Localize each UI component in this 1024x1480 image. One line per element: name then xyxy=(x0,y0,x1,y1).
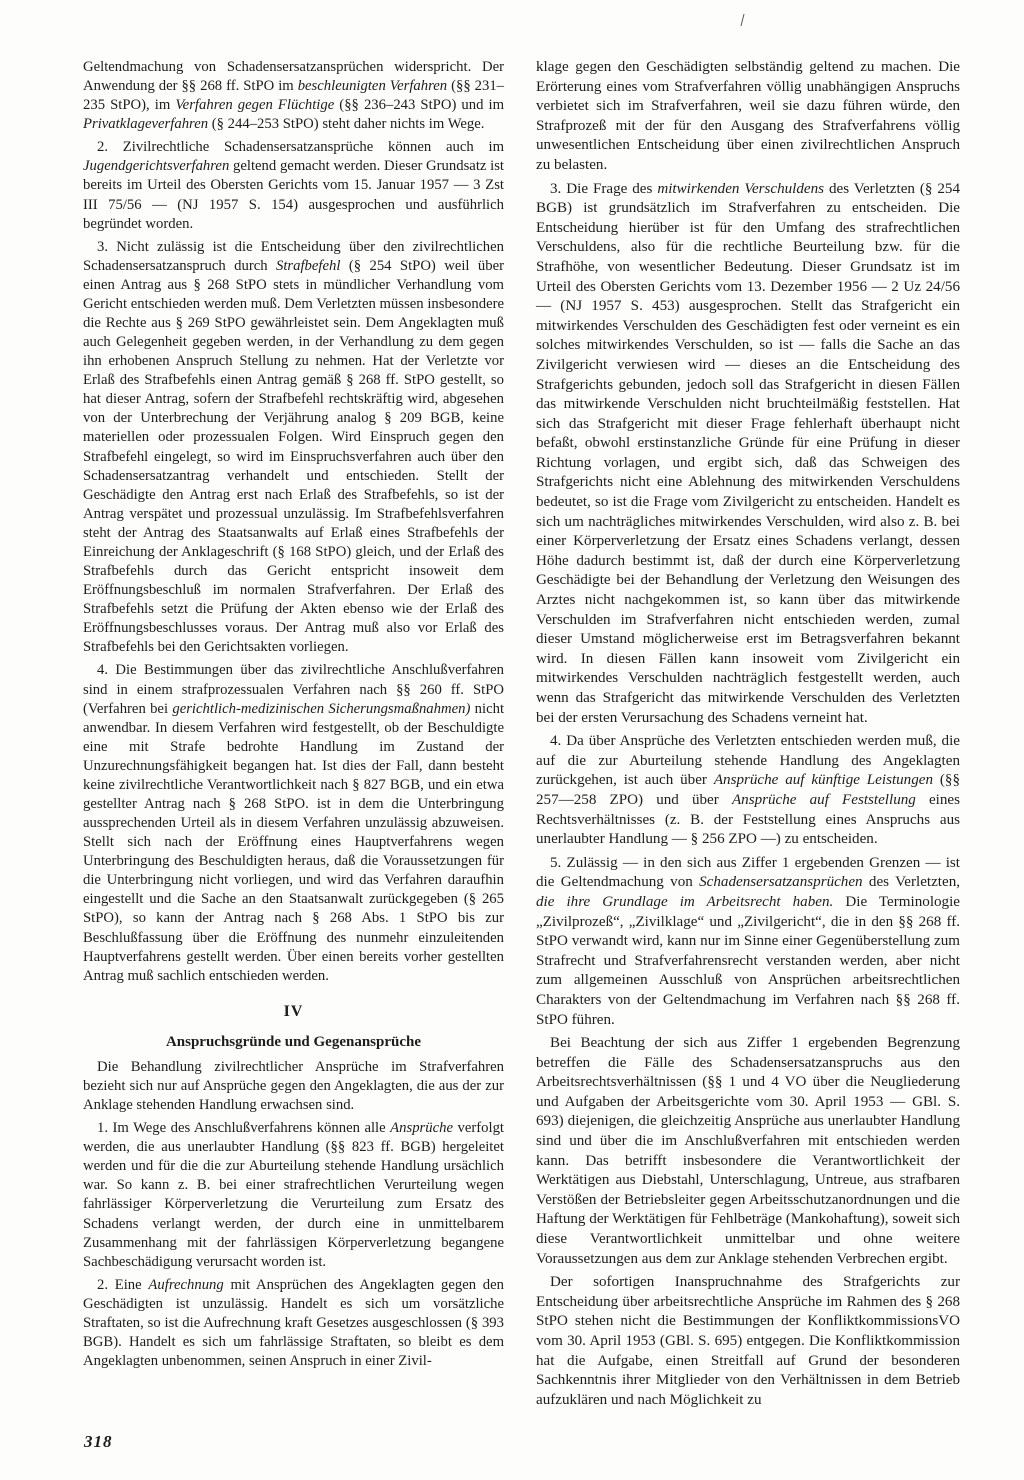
paragraph: Der sofortigen Inanspruchnahme des Strafgerichts zur Entscheidung über arbeitsrechtliche Ansprüche im Rahmen des § 268 StPO stehen nicht die Bestimmungen der KonfliktkommissionsVO vom 30. April 1953 (GBl. S. 695) entgegen. Die Konfliktkommission hat die Aufgabe, einen Streitfall auf Grund der besonderen Sachkenntnis ihrer Mitglieder von den Verhältnissen in dem Betrieb aufzuklären und nach Möglichkeit zu xyxy=(536,1274,960,1408)
paragraph: 5. Zulässig — in den sich aus Ziffer 1 ergebenden Grenzen — ist die Geltendmachung von Schadensersatzansprüchen des Verletzten, die ihre Grundlage im Arbeitsrecht haben. Die Terminologie „Zivilprozeß“, „Zivilklage“ und „Zivilgericht“, die in den §§ 268 ff. StPO verwandt wird, kann nur im Sinne einer Gegenüberstellung zum Strafrecht und Strafverfahrensrecht verstanden werden, aber nicht zum allgemeinen Ausschluß von Ansprüchen arbeitsrechtlichen Charakters von der Geltendmachung im Verfahren nach §§ 268 ff. StPO führen. xyxy=(536,854,961,1028)
paragraph: 4. Da über Ansprüche des Verletzten entschieden werden muß, die auf die zur Aburteilung stehende Handlung des Angeklagten zurückgehen, ist auch über Ansprüche auf künftige Leistungen (§§ 257—258 ZPO) und über Ansprüche auf Feststellung eines Rechtsverhältnisses (z. B. der Feststellung eines Anspruchs aus unerlaubter Handlung — § 256 ZPO —) zu entscheiden. xyxy=(536,733,960,848)
page-number: 318 xyxy=(84,1432,113,1451)
paragraph: Die Behandlung zivilrechtlicher Ansprüche im Strafverfahren bezieht sich nur auf Ansprüche gegen den Angeklagten, die aus der zur Anklage stehenden Handlung erwachsen sind. xyxy=(83,1058,504,1114)
margin-mark xyxy=(741,14,752,26)
paragraph: klage gegen den Geschädigten selbständig geltend zu machen. Die Erörterung eines vom Strafverfahren völlig unabhängigen Anspruchs verbietet sich im Strafverfahren, weil sie dazu führen würde, den Strafprozeß mit der für den Ausgang des Strafverfahrens völlig unwesentlichen Entscheidung über einen zivilrechtlichen Anspruch zu belasten. xyxy=(536,59,960,173)
paragraph: 2. Eine Aufrechnung mit Ansprüchen des Angeklagten gegen den Geschädigten ist unzulässig. Handelt es sich um vorsätzliche Straftaten, so ist die Aufrechnung kraft Gesetzes ausgeschlossen (§ 393 BGB). Handelt es sich um fahrlässige Straftaten, so bleibt es dem Angeklagten unbenommen, seinen Anspruch in einer Zivil- xyxy=(83,1276,505,1370)
paragraph: Geltendmachung von Schadensersatzansprüchen widerspricht. Der Anwendung der §§ 268 ff. StPO im beschleunigten Verfahren (§§ 231–235 StPO), im Verfahren gegen Flüchtige (§§ 236–243 StPO) und im Privatklageverfahren (§ 244–253 StPO) steht daher nichts im Wege. xyxy=(83,59,505,133)
section-number: IV xyxy=(283,1002,304,1020)
paragraph: 3. Die Frage des mitwirkenden Verschuldens des Verletzten (§ 254 BGB) ist grundsätzlich im Strafverfahren zu entscheiden. Die Entscheidung hierüber ist für den Umfang des strafrechtlichen Verschuldens, also für die rechtliche Beurteilung bzw. für die Strafhöhe, von wesentlicher Bedeutung. Dieser Grundsatz ist im Urteil des Obersten Gerichts vom 13. Dezember 1956 — 2 Uz 24/56 — (NJ 1957 S. 453) ausgesprochen. Stellt das Strafgericht ein mitwirkendes Verschulden des Geschädigten fest oder verneint es ein solches mitwirkendes Verschulden, so ist — falls die Sache an das Zivilgericht verwiesen wird — dieses an die Entscheidung des Strafgerichts gebunden, jedoch soll das Strafgericht in diesen Fällen das mitwirkende Verschulden nicht bruchteilmäßig feststellen. Hat sich das Strafgericht mit dieser Frage fehlerhaft überhaupt nicht befaßt, obwohl erstinstanzliche Gründe für eine Prüfung in dieser Richtung vorlagen, und ergibt sich, daß das Schweigen des Strafgerichts nicht eine Ablehnung des mitwirkenden Verschuldens bedeutet, so ist die Frage vom Zivilgericht zu entscheiden. Handelt es sich um nachträgliches mitwirkendes Verschulden, wird also z. B. bei einer Körperverletzung der Ersatz eines Schadens verlangt, dessen Höhe dadurch bestimmt ist, daß der durch eine Körperverletzung Geschädigte bei der Behandlung der Verletzung den Weisungen des Arztes nicht nachgekommen ist, so kann über das mitwirkende Verschulden im Strafverfahren nicht entschieden werden, zumal dieser Umstand möglicherweise erst im Betragsverfahren bekannt wird. In diesen Fällen kann insoweit vom Zivilgericht ein mitwirkendes Verschulden nachträglich festgestellt werden, auch wenn das Strafgericht das mitwirkende Verschulden des Verletzten bei der ersten Verursachung des Schadens verneint hat. xyxy=(536,180,960,726)
paragraph: 3. Nicht zulässig ist die Entscheidung über den zivilrechtlichen Schadensersatzanspruch durch Strafbefehl (§ 254 StPO) weil über einen Antrag aus § 268 StPO stets in mündlicher Verhandlung vom Gericht entschieden werden muß. Dem Verletzten müssen insbesondere die Rechte aus § 269 StPO gewährleistet sein. Dem Angeklagten muß auch Gelegenheit gegeben werden, in der Verhandlung zu dem gegen ihn erhobenen Anspruch Stellung zu nehmen. Hat der Verletzte vor Erlaß des Strafbefehls einen Antrag gemäß § 268 ff. StPO gestellt, so hat dieser Antrag, sofern der Strafbefehl rechtskräftig wird, abgesehen von der Unterbrechung der Verjährung analog § 209 BGB, keine materiellen oder prozessualen Folgen. Wird Einspruch gegen den Strafbefehl eingelegt, so wird im Einspruchsverfahren auch über den Schadensersatzantrag verhandelt und entschieden. Stellt der Geschädigte den Antrag erst nach Erlaß des Strafbefehls, so ist der Antrag verspätet und prozessual unzulässig. Im Strafbefehlsverfahren steht der Antrag des Staatsanwalts auf Erlaß eines Strafbefehls der Einreichung der Anklageschrift (§ 168 StPO) gleich, und der Erlaß des Strafbefehls durch das Gericht entspricht insoweit dem Eröffnungsbeschluß im normalen Strafverfahren. Der Erlaß des Strafbefehls setzt die Prüfung der Akten ebenso wie der Erlaß des Eröffnungsbeschlusses voraus. Der Antrag muß also vor Erlaß des Strafbefehls bei den Gerichtsakten vorliegen. xyxy=(83,238,504,656)
left-column xyxy=(83,58,504,1375)
paragraph: 1. Im Wege des Anschlußverfahrens können alle Ansprüche verfolgt werden, die aus unerlaubter Handlung (§§ 823 ff. BGB) hergeleitet werden und für die die zur Aburteilung stehende Handlung ursächlich war. So kann z. B. bei einer strafrechtlichen Verurteilung wegen fahrlässiger Körperverletzung die Verurteilung zum Ersatz des Schadens verlangt werden, der durch eine in unmittelbarem Zusammenhang mit der fahrlässigen Körperverletzung begangene Sachbeschädigung verursacht worden ist. xyxy=(83,1120,505,1270)
paragraph: 4. Die Bestimmungen über das zivilrechtliche Anschlußverfahren sind in einem strafprozessualen Verfahren nach §§ 260 ff. StPO (Verfahren bei gerichtlich-medizinischen Sicherungsmaßnahmen) nicht anwendbar. In diesem Verfahren wird festgestellt, ob der Beschuldigte eine mit Strafe bedrohte Handlung im Zustand der Unzurechnungsfähigkeit begangen hat. Ist dies der Fall, dann besteht keine zivilrechtliche Verantwortlichkeit nach § 827 BGB, und ein etwa gestellter Antrag nach § 268 StPO. ist in dem die Unterbringung aussprechenden Urteil als in diesem Verfahren unzulässig abzuweisen. Stellt sich nach der Eröffnung eines Hauptverfahrens wegen Unterbringung des Beschuldigten heraus, daß die Voraussetzungen für die Unterbringung nicht vorliegen, und wird das Verfahren daraufhin eingestellt und die Sache an den Staatsanwalt zurückgegeben (§ 265 StPO), so kann der Antrag nach § 268 Abs. 1 StPO bis zur Beschlußfassung über die Eröffnung des nunmehr einzuleitenden Hauptverfahrens gestellt werden. Über einen bereits vorher gestellten Antrag muß sachlich entschieden werden. xyxy=(83,662,505,984)
right-column xyxy=(536,58,960,1414)
paragraph: Bei Beachtung der sich aus Ziffer 1 ergebenden Begrenzung betreffen die Fälle des Schadensersatzanspruchs aus den Arbeitsrechtsverhältnissen (§§ 1 und 4 VO über die Neugliederung und Aufgaben der Arbeitsgerichte vom 30. April 1953 — GBl. S. 693) diejenigen, die gleichzeitig Ansprüche aus unerlaubter Handlung sind und über die im Anschlußverfahren mit entschieden werden kann. Das betrifft insbesondere die Verantwortlichkeit der Werktätigen aus Diebstahl, Unterschlagung, Untreue, aus strafbaren Verstößen der Betriebsleiter gegen Arbeitsschutzanordnungen und die Haftung der Werktätigen für Fehlbeträge (Mankohaftung), soweit sich diese Verantwortlichkeit unmittelbar und ohne weitere Voraussetzungen aus dem zur Anklage stehenden Verbrechen ergibt. xyxy=(536,1035,960,1267)
paragraph: 2. Zivilrechtliche Schadensersatzansprüche können auch im Jugendgerichtsverfahren geltend gemacht werden. Dieser Grundsatz ist bereits im Urteil des Obersten Gerichts vom 15. Januar 1957 — 3 Zst III 75/56 — (NJ 1957 S. 154) ausgesprochen und ausführlich begründet worden. xyxy=(83,139,505,232)
section-title: Anspruchsgründe und Gegenansprüche xyxy=(165,1033,422,1050)
